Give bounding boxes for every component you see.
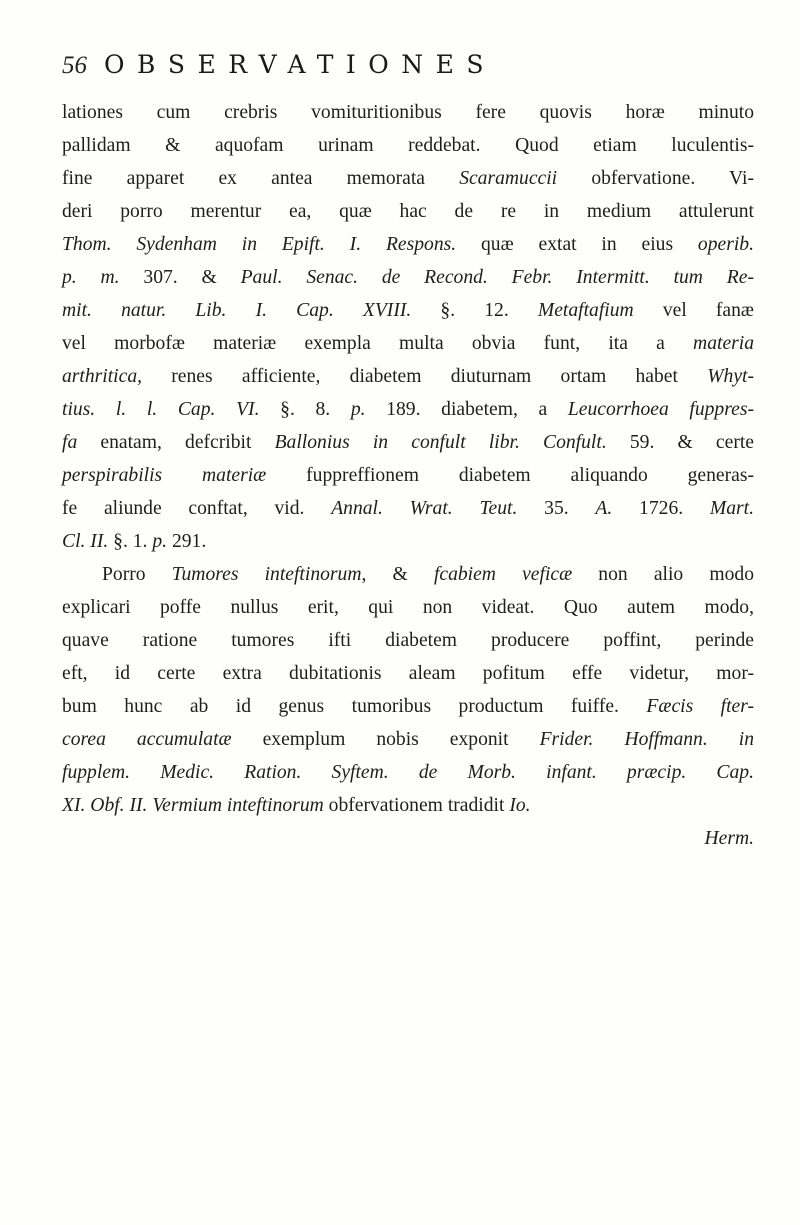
italic-text-run: fcabiem veficæ (433, 564, 573, 585)
text-run: 291. (167, 531, 207, 552)
text-run: pallidam & aquofam urinam reddebat. Quod etiam luculentis- (62, 135, 754, 156)
text-line (62, 96, 754, 129)
italic-text-run: Tumores inteftinorum (171, 564, 362, 585)
italic-text-run: XI. Obf. II. Vermium inteftinorum (62, 795, 324, 816)
text-run: 307. & (119, 267, 241, 288)
italic-text-run: fa (62, 432, 78, 453)
text-run: vel fanæ (633, 300, 754, 321)
text-run: 1726. (612, 498, 710, 519)
text-run: fe aliunde conftat, vid. (62, 498, 332, 519)
text-run: enatam, defcribit (77, 432, 275, 453)
running-head: OBSERVATIONES (104, 50, 497, 79)
text-run: fuppreffionem diabetem aliquando generas- (266, 465, 754, 486)
italic-text-run: Metaftafium (537, 300, 634, 321)
italic-text-run: tius. l. l. Cap. VI. (62, 399, 260, 420)
text-line (62, 393, 754, 426)
italic-text-run: Thom. Sydenham in Epift. I. Respons. (62, 234, 457, 255)
text-run: §. 1. (108, 531, 153, 552)
text-run: 35. (517, 498, 596, 519)
text-line (62, 129, 754, 162)
italic-text-run: arthritica, (62, 366, 143, 387)
body-text (62, 96, 754, 855)
text-line (62, 426, 754, 459)
text-run: bum hunc ab id genus tumoribus productum fuiffe. (62, 696, 647, 717)
text-line (62, 294, 754, 327)
text-run: 189. diabetem, a (365, 399, 568, 420)
text-line (62, 195, 754, 228)
text-run: , & (361, 564, 434, 585)
italic-text-run: Paul. Senac. de Recond. Febr. Intermitt. tum Re- (240, 267, 754, 288)
italic-text-run: Leucorrhoea fuppres- (567, 399, 754, 420)
text-run: Porro (102, 564, 172, 585)
italic-text-run: p. m. (62, 267, 120, 288)
italic-text-run: operib. (697, 234, 754, 255)
italic-text-run: mit. natur. Lib. I. Cap. XVIII. (62, 300, 412, 321)
text-run: exemplum nobis exponit (231, 729, 540, 750)
text-line (62, 789, 754, 822)
text-line (62, 756, 754, 789)
text-line (62, 657, 754, 690)
text-line (62, 492, 754, 525)
text-run: renes afficiente, diabetem diuturnam ortam habet (142, 366, 708, 387)
page-number: 56 (62, 52, 87, 79)
italic-text-run: Whyt- (707, 366, 754, 387)
italic-text-run: fupplem. Medic. Ration. Syftem. de Morb. infant. præcip. Cap. (62, 762, 754, 783)
text-line (62, 162, 754, 195)
text-run: §. 12. (411, 300, 538, 321)
page-header (62, 50, 752, 90)
text-run: fine apparet ex antea memorata (62, 168, 460, 189)
catchword-text: Herm. (704, 828, 754, 849)
text-run: explicari poffe nullus erit, qui non videat. Quo autem modo, (62, 597, 754, 618)
text-line (62, 624, 754, 657)
text-line (62, 591, 754, 624)
text-run: deri porro merentur ea, quæ hac de re in medium attulerunt (62, 201, 754, 222)
italic-text-run: Io. (509, 795, 531, 816)
text-line (62, 261, 754, 294)
text-run: obfervatione. Vi- (557, 168, 754, 189)
text-run: 59. & certe (606, 432, 754, 453)
italic-text-run: Annal. Wrat. Teut. (331, 498, 518, 519)
text-run: eft, id certe extra dubitationis aleam pofitum effe videtur, mor- (62, 663, 754, 684)
text-line (62, 459, 754, 492)
italic-text-run: p. (350, 399, 366, 420)
text-line (62, 525, 754, 558)
text-line (62, 360, 754, 393)
italic-text-run: corea accumulatæ (62, 729, 232, 750)
text-run: obfervationem tradidit (323, 795, 510, 816)
italic-text-run: Mart. (709, 498, 754, 519)
text-run: §. 8. (259, 399, 351, 420)
text-run: lationes cum crebris vomituritionibus fere quovis horæ minuto (62, 102, 754, 123)
italic-text-run: Scaramuccii (459, 168, 558, 189)
italic-text-run: Frider. Hoffmann. in (539, 729, 754, 750)
text-line (62, 327, 754, 360)
text-line (62, 558, 754, 591)
text-run: vel morbofæ materiæ exempla multa obvia funt, ita a (62, 333, 694, 354)
text-line (62, 228, 754, 261)
italic-text-run: Cl. II. (62, 531, 109, 552)
italic-text-run: Ballonius in confult libr. Confult. (274, 432, 607, 453)
italic-text-run: A. (595, 498, 613, 519)
italic-text-run: materia (693, 333, 754, 354)
italic-text-run: Fæcis fter- (646, 696, 755, 717)
text-run: non alio modo (572, 564, 754, 585)
catchword (62, 822, 754, 855)
text-run: quave ratione tumores ifti diabetem producere poffint, perinde (62, 630, 754, 651)
italic-text-run: p. (152, 531, 168, 552)
italic-text-run: perspirabilis materiæ (62, 465, 267, 486)
text-line (62, 723, 754, 756)
text-run: quæ extat in eius (456, 234, 698, 255)
text-line (62, 690, 754, 723)
